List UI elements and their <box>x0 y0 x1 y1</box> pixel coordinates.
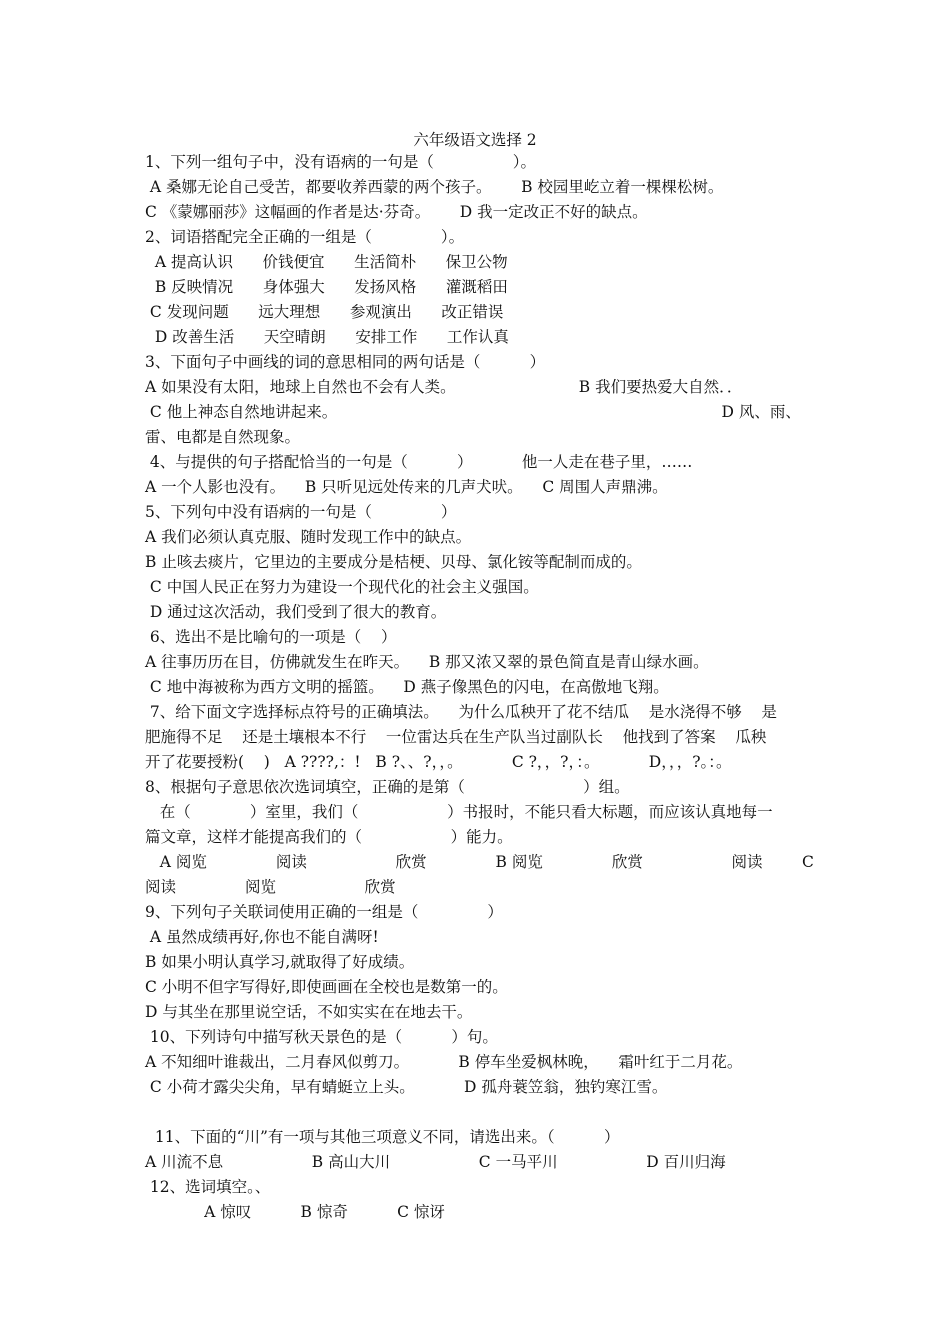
question-10: 10、下列诗句中描写秋天景色的是（ ）句。 <box>145 1028 498 1046</box>
q2-option-b: B 反映情况 身体强大 发扬风格 灌溉稻田 <box>145 278 508 296</box>
question-3: 3、下面句子中画线的词的意思相同的两句话是（ ） <box>145 353 546 371</box>
question-4: 4、与提供的句子搭配恰当的一句是（ ） 他一人走在巷子里，…… <box>145 453 693 471</box>
q10-options-ab: A 不知细叶谁裁出，二月春风似剪刀。 B 停车坐爱枫林晚， 霜叶红于二月花。 <box>145 1053 743 1071</box>
q3-options-ab: A 如果没有太阳，地球上自然也不会有人类。 B 我们要热爱大自然．． <box>145 378 743 396</box>
q5-option-b: B 止咳去痰片，它里边的主要成分是桔梗、贝母、氯化铵等配制而成的。 <box>145 553 642 571</box>
q12-options: A 惊叹 B 惊奇 C 惊讶 <box>145 1203 445 1221</box>
document-title: 六年级语文选择 2 <box>413 131 537 149</box>
q11-options: A 川流不息 B 高山大川 C 一马平川 D 百川归海 <box>145 1153 726 1171</box>
question-5: 5、下列句中没有语病的一句是（ ） <box>145 503 457 521</box>
q8-sentence: 在（ ）室里，我们（ ）书报时，不能只看大标题，而应该认真地每一 <box>145 803 773 821</box>
q10-options-cd: C 小荷才露尖尖角，早有蜻蜓立上头。 D 孤舟蓑笠翁，独钓寒江雪。 <box>145 1078 668 1096</box>
question-9: 9、下列句子关联词使用正确的一组是（ ） <box>145 903 503 921</box>
q6-options-ab: A 往事历历在目，仿佛就发生在昨天。 B 那又浓又翠的景色简直是青山绿水画。 <box>145 653 709 671</box>
question-6: 6、选出不是比喻句的一项是（ ） <box>145 628 397 646</box>
q9-option-a: A 虽然成绩再好,你也不能自满呀! <box>145 928 379 946</box>
q1-options-ab: A 桑娜无论自己受苦，都要收养西蒙的两个孩子。 B 校园里屹立着一棵棵松树。 <box>145 178 724 196</box>
q6-options-cd: C 地中海被称为西方文明的摇篮。 D 燕子像黑色的闪电，在高傲地飞翔。 <box>145 678 669 696</box>
q2-option-a: A 提高认识 价钱便宜 生活简朴 保卫公物 <box>145 253 508 271</box>
q2-option-d: D 改善生活 天空晴朗 安排工作 工作认真 <box>145 328 509 346</box>
q7-text-cont: 肥施得不足 还是土壤根本不行 一位雷达兵在生产队当过副队长 他找到了答案 瓜秧 <box>145 728 767 746</box>
question-2: 2、词语搭配完全正确的一组是（ ）。 <box>145 228 465 246</box>
question-11: 11、下面的“川”有一项与其他三项意义不同，请选出来。（ ） <box>145 1128 620 1146</box>
question-7: 7、给下面文字选择标点符号的正确填法。 为什么瓜秧开了花不结瓜 是水浇得不够 是 <box>145 703 777 721</box>
question-12: 12、选词填空。、 <box>145 1178 271 1196</box>
question-1: 1、下列一组句子中，没有语病的一句是（ ）。 <box>145 153 536 171</box>
q1-options-cd: C 《蒙娜丽莎》这幅画的作者是达·芬奇。 D 我一定改正不好的缺点。 <box>145 203 648 221</box>
q4-options: A 一个人影也没有。 B 只听见远处传来的几声犬吠。 C 周围人声鼎沸。 <box>145 478 668 496</box>
q5-option-c: C 中国人民正在努力为建设一个现代化的社会主义强国。 <box>145 578 539 596</box>
q9-option-c: C 小明不但字写得好,即使画画在全校也是数第一的。 <box>145 978 508 996</box>
question-8: 8、根据句子意思依次选词填空，正确的是第（ ）组。 <box>145 778 630 796</box>
q3-options-cd: C 他上神态自然地讲起来。 D 风、雨、 <box>145 403 801 421</box>
q9-option-b: B 如果小明认真学习,就取得了好成绩。 <box>145 953 415 971</box>
q9-option-d: D 与其坐在那里说空话，不如实实在在地去干。 <box>145 1003 473 1021</box>
q5-option-a: A 我们必须认真克服、随时发现工作中的缺点。 <box>145 528 472 546</box>
q7-options: 开了花要授粉( ) A ????,：! B ?、、?，，。 C ?，，?，：。 D，，，?。：。 <box>145 753 732 771</box>
q8-option-c: 阅读 阅览 欣赏 <box>145 878 396 896</box>
q3-option-d-cont: 雷、电都是自然现象。 <box>145 428 301 446</box>
q2-option-c: C 发现问题 远大理想 参观演出 改正错误 <box>145 303 504 321</box>
q8-sentence-cont: 篇文章，这样才能提高我们的（ ）能力。 <box>145 828 513 846</box>
q5-option-d: D 通过这次活动，我们受到了很大的教育。 <box>145 603 447 621</box>
q8-options: A 阅览 阅读 欣赏 B 阅览 欣赏 阅读 C <box>145 853 814 871</box>
